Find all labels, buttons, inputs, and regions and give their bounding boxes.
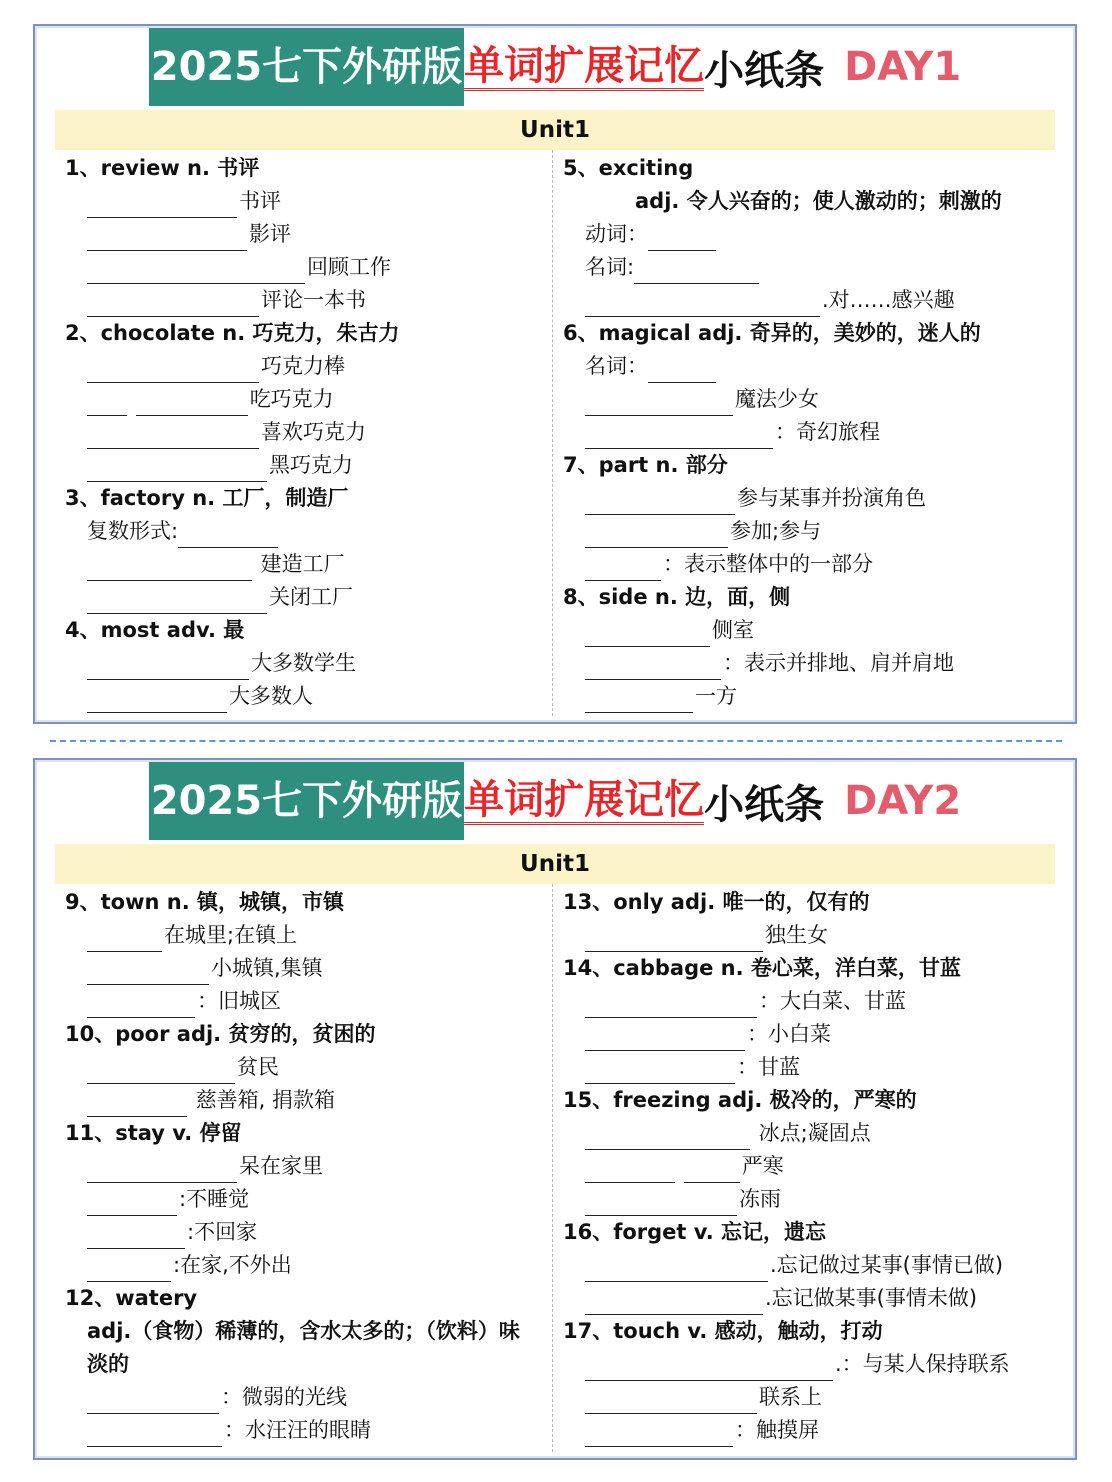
- row-text: 影评: [249, 222, 291, 246]
- phrase-row: [65, 680, 550, 713]
- phrase-row: [65, 1414, 550, 1447]
- phrase-row: [563, 218, 1063, 251]
- word-entry-heading: [563, 1084, 1063, 1117]
- phrase-row: [563, 482, 1063, 515]
- fill-in-blank[interactable]: [585, 292, 820, 317]
- fill-in-blank[interactable]: [87, 1389, 219, 1414]
- fill-in-blank[interactable]: [585, 490, 735, 515]
- left-column: [65, 152, 550, 713]
- word-entry-heading: [563, 952, 1063, 985]
- row-text: ：小白菜: [747, 1022, 831, 1046]
- row-text: 6、magical adj. 奇异的，美妙的，迷人的: [563, 321, 981, 345]
- phrase-row: [65, 1216, 550, 1249]
- phrase-row: [65, 647, 550, 680]
- fill-in-blank[interactable]: [585, 1257, 768, 1282]
- fill-in-blank[interactable]: [87, 424, 259, 449]
- title-part3: 小纸条: [704, 781, 825, 828]
- fill-in-blank[interactable]: [87, 960, 209, 985]
- row-text: 16、forget v. 忘记，遗忘: [563, 1220, 827, 1244]
- fill-in-blank[interactable]: [87, 358, 259, 383]
- fill-in-blank[interactable]: [684, 1158, 740, 1183]
- row-text: adj. 令人兴奋的；使人激动的；刺激的: [635, 189, 1002, 213]
- word-entry-heading: [65, 482, 550, 515]
- row-text: ：表示并排地、肩并肩地: [723, 651, 954, 675]
- card-title: [35, 28, 1075, 106]
- phrase-row: [65, 548, 550, 581]
- phrase-row: [65, 416, 550, 449]
- title-part2: 单词扩展记忆: [464, 776, 705, 823]
- row-text: 一方: [695, 684, 737, 708]
- phrase-row: [65, 581, 550, 614]
- fill-in-blank[interactable]: [585, 1191, 737, 1216]
- row-text: 5、exciting: [563, 156, 694, 180]
- phrase-row: [65, 515, 550, 548]
- fill-in-blank[interactable]: [648, 358, 716, 383]
- phrase-row: [65, 985, 550, 1018]
- fill-in-blank[interactable]: [87, 589, 267, 614]
- row-text: 在城里;在镇上: [164, 923, 298, 947]
- title-part2: 单词扩展记忆: [464, 42, 705, 89]
- row-text: .：与某人保持联系: [835, 1352, 1010, 1376]
- row-text: ：大白菜、甘蓝: [759, 989, 906, 1013]
- unit-header: Unit1: [55, 110, 1055, 150]
- fill-in-blank[interactable]: [585, 655, 721, 680]
- row-text: 11、stay v. 停留: [65, 1121, 242, 1145]
- fill-in-blank[interactable]: [87, 655, 249, 680]
- row-text: 17、touch v. 感动，触动，打动: [563, 1319, 883, 1343]
- row-text: ：微弱的光线: [221, 1385, 347, 1409]
- word-entry-heading: [563, 317, 1063, 350]
- phrase-row: [563, 985, 1063, 1018]
- fill-in-blank[interactable]: [87, 1224, 185, 1249]
- fill-in-blank[interactable]: [178, 523, 278, 548]
- row-text: ：表示整体中的一部分: [663, 552, 873, 576]
- phrase-row: [65, 218, 550, 251]
- phrase-row: [563, 416, 1063, 449]
- title-part1: 2025七下外研版: [149, 762, 464, 840]
- row-text: 8、side n. 边，面，侧: [563, 585, 791, 609]
- fill-in-blank[interactable]: [585, 1290, 763, 1315]
- right-column: [563, 886, 1063, 1447]
- phrase-row: [563, 919, 1063, 952]
- word-entry-heading: [65, 317, 550, 350]
- row-text: 7、part n. 部分: [563, 453, 728, 477]
- phrase-row: [563, 1249, 1063, 1282]
- word-entry-heading: [65, 1018, 550, 1051]
- word-entry-heading: [65, 1348, 550, 1381]
- row-text: 4、most adv. 最: [65, 618, 245, 642]
- fill-in-blank[interactable]: [585, 1389, 757, 1414]
- row-text: 12、watery: [65, 1286, 198, 1310]
- fill-in-blank[interactable]: [585, 1422, 733, 1447]
- row-text: 参与某事并扮演角色: [737, 486, 926, 510]
- word-entry-heading: [563, 152, 1063, 185]
- word-entry-heading: [65, 886, 550, 919]
- row-text: 侧室: [712, 618, 754, 642]
- row-text: 小城镇,集镇: [211, 956, 323, 980]
- fill-in-blank[interactable]: [87, 688, 227, 713]
- row-text: 贫民: [237, 1055, 279, 1079]
- row-text: 15、freezing adj. 极冷的，严寒的: [563, 1088, 917, 1112]
- fill-in-blank[interactable]: [87, 1092, 187, 1117]
- row-text: 书评: [239, 189, 281, 213]
- card-title: [35, 762, 1075, 840]
- fill-in-blank[interactable]: [87, 457, 267, 482]
- fill-in-blank[interactable]: [585, 1158, 675, 1183]
- fill-in-blank[interactable]: [87, 1059, 235, 1084]
- row-text: ：水汪汪的眼睛: [224, 1418, 371, 1442]
- row-text: 评论一本书: [261, 288, 366, 312]
- word-entry-heading: [65, 614, 550, 647]
- row-text: 9、town n. 镇，城镇，市镇: [65, 890, 344, 914]
- phrase-row: [563, 680, 1063, 713]
- fill-in-blank[interactable]: [87, 292, 259, 317]
- row-text: 严寒: [741, 1154, 784, 1178]
- fill-in-blank[interactable]: [87, 1422, 222, 1447]
- fill-in-blank[interactable]: [648, 226, 716, 251]
- word-entry-heading: [563, 886, 1063, 919]
- unit-header: Unit1: [55, 844, 1055, 884]
- row-text: 吃巧克力: [249, 387, 334, 411]
- phrase-row: [65, 284, 550, 317]
- phrase-row: [563, 284, 1063, 317]
- row-text: 2、chocolate n. 巧克力，朱古力: [65, 321, 400, 345]
- fill-in-blank[interactable]: [585, 391, 733, 416]
- fill-in-blank[interactable]: [87, 226, 247, 251]
- fill-in-blank[interactable]: [87, 1191, 177, 1216]
- fill-in-blank[interactable]: [585, 1026, 745, 1051]
- title-day: DAY2: [844, 778, 962, 824]
- phrase-row: [65, 952, 550, 985]
- row-text: 冰点;凝固点: [752, 1121, 871, 1145]
- phrase-row: [65, 1381, 550, 1414]
- word-entry-heading: [65, 1282, 550, 1315]
- row-text: 巧克力棒: [261, 354, 345, 378]
- phrase-row: [563, 1051, 1063, 1084]
- row-text: ：触摸屏: [735, 1418, 819, 1442]
- row-text: 冻雨: [739, 1187, 781, 1211]
- fill-in-blank[interactable]: [87, 259, 305, 284]
- phrase-row: [65, 383, 550, 416]
- phrase-row: [563, 1183, 1063, 1216]
- phrase-row: [65, 1051, 550, 1084]
- phrase-row: [563, 1150, 1063, 1183]
- fill-in-blank[interactable]: [585, 1356, 833, 1381]
- row-text: 关闭工厂: [269, 585, 353, 609]
- phrase-row: [65, 919, 550, 952]
- fill-in-blank[interactable]: [585, 556, 661, 581]
- row-text: :在家,不外出: [173, 1253, 292, 1277]
- row-text: 慈善箱, 捐款箱: [189, 1088, 336, 1112]
- phrase-row: [563, 1348, 1063, 1381]
- word-entry-heading: [65, 152, 550, 185]
- word-entry-heading: [563, 1315, 1063, 1348]
- phrase-row: [563, 1381, 1063, 1414]
- phrase-row: [563, 1282, 1063, 1315]
- row-text: .忘记做某事(事情未做): [765, 1286, 978, 1310]
- phrase-row: [563, 251, 1063, 284]
- row-text: 建造工厂: [254, 552, 345, 576]
- word-entry-heading: [65, 1315, 550, 1348]
- phrase-row: [563, 350, 1063, 383]
- phrase-row: [563, 647, 1063, 680]
- title-part3: 小纸条: [704, 47, 825, 94]
- fill-in-blank[interactable]: [585, 523, 728, 548]
- row-text: 1、review n. 书评: [65, 156, 260, 180]
- title-day: DAY1: [844, 44, 962, 90]
- fill-in-blank[interactable]: [136, 391, 248, 416]
- row-text: 动词：: [585, 222, 648, 246]
- row-text: ：甘蓝: [737, 1055, 800, 1079]
- fill-in-blank[interactable]: [585, 927, 763, 952]
- fill-in-blank[interactable]: [87, 193, 237, 218]
- fill-in-blank[interactable]: [87, 1257, 171, 1282]
- row-text: 名词:: [585, 255, 635, 279]
- row-text: 3、factory n. 工厂，制造厂: [65, 486, 349, 510]
- phrase-row: [563, 1018, 1063, 1051]
- phrase-row: [65, 1084, 550, 1117]
- fill-in-blank[interactable]: [585, 1059, 735, 1084]
- phrase-row: [65, 350, 550, 383]
- fill-in-blank[interactable]: [634, 259, 759, 284]
- fill-in-blank[interactable]: [87, 556, 252, 581]
- row-text: 联系上: [759, 1385, 822, 1409]
- fill-in-blank[interactable]: [87, 927, 162, 952]
- phrase-row: [563, 1117, 1063, 1150]
- row-text: ：旧城区: [197, 989, 281, 1013]
- row-text: 喜欢巧克力: [261, 420, 366, 444]
- row-text: 大多数学生: [251, 651, 356, 675]
- phrase-row: [563, 548, 1063, 581]
- row-text: 黑巧克力: [269, 453, 353, 477]
- word-entry-heading: [563, 449, 1063, 482]
- title-part1: 2025七下外研版: [149, 28, 464, 106]
- row-text: 复数形式:: [87, 519, 179, 543]
- fill-in-blank[interactable]: [87, 1158, 237, 1183]
- word-entry-heading: [563, 185, 1063, 218]
- phrase-row: [65, 185, 550, 218]
- row-text: 13、only adj. 唯一的，仅有的: [563, 890, 870, 914]
- phrase-row: [563, 383, 1063, 416]
- phrase-row: [65, 1150, 550, 1183]
- card-separator: [50, 740, 1062, 742]
- row-text: .对……感兴趣: [822, 288, 955, 312]
- row-text: 呆在家里: [239, 1154, 323, 1178]
- row-text: .忘记做过某事(事情已做): [770, 1253, 1004, 1277]
- word-entry-heading: [563, 1216, 1063, 1249]
- phrase-row: [563, 1414, 1063, 1447]
- phrase-row: [563, 515, 1063, 548]
- phrase-row: [65, 449, 550, 482]
- row-text: 淡的: [87, 1352, 129, 1376]
- row-text: ：奇幻旅程: [775, 420, 880, 444]
- fill-in-blank[interactable]: [585, 622, 710, 647]
- word-entry-heading: [65, 1117, 550, 1150]
- right-column: [563, 152, 1063, 713]
- day1-card: [33, 24, 1077, 724]
- fill-in-blank[interactable]: [87, 391, 127, 416]
- row-text: 回顾工作: [307, 255, 391, 279]
- fill-in-blank[interactable]: [585, 993, 757, 1018]
- fill-in-blank[interactable]: [585, 424, 773, 449]
- row-text: 10、poor adj. 贫穷的，贫困的: [65, 1022, 376, 1046]
- fill-in-blank[interactable]: [87, 993, 195, 1018]
- column-divider: [552, 150, 553, 716]
- fill-in-blank[interactable]: [585, 1125, 750, 1150]
- row-text: 名词：: [585, 354, 648, 378]
- row-text: 魔法少女: [735, 387, 819, 411]
- row-text: 独生女: [765, 923, 828, 947]
- phrase-row: [563, 614, 1063, 647]
- fill-in-blank[interactable]: [585, 688, 693, 713]
- column-divider: [552, 884, 553, 1452]
- row-text: 14、cabbage n. 卷心菜，洋白菜，甘蓝: [563, 956, 961, 980]
- row-text: :不回家: [187, 1220, 258, 1244]
- left-column: [65, 886, 550, 1447]
- row-text: adj.（食物）稀薄的，含水太多的；（饮料）味: [87, 1319, 520, 1343]
- phrase-row: [65, 1249, 550, 1282]
- day2-card: [33, 758, 1077, 1460]
- phrase-row: [65, 1183, 550, 1216]
- row-text: :不睡觉: [179, 1187, 250, 1211]
- phrase-row: [65, 251, 550, 284]
- row-text: 参加;参与: [730, 519, 822, 543]
- word-entry-heading: [563, 581, 1063, 614]
- row-text: 大多数人: [229, 684, 313, 708]
